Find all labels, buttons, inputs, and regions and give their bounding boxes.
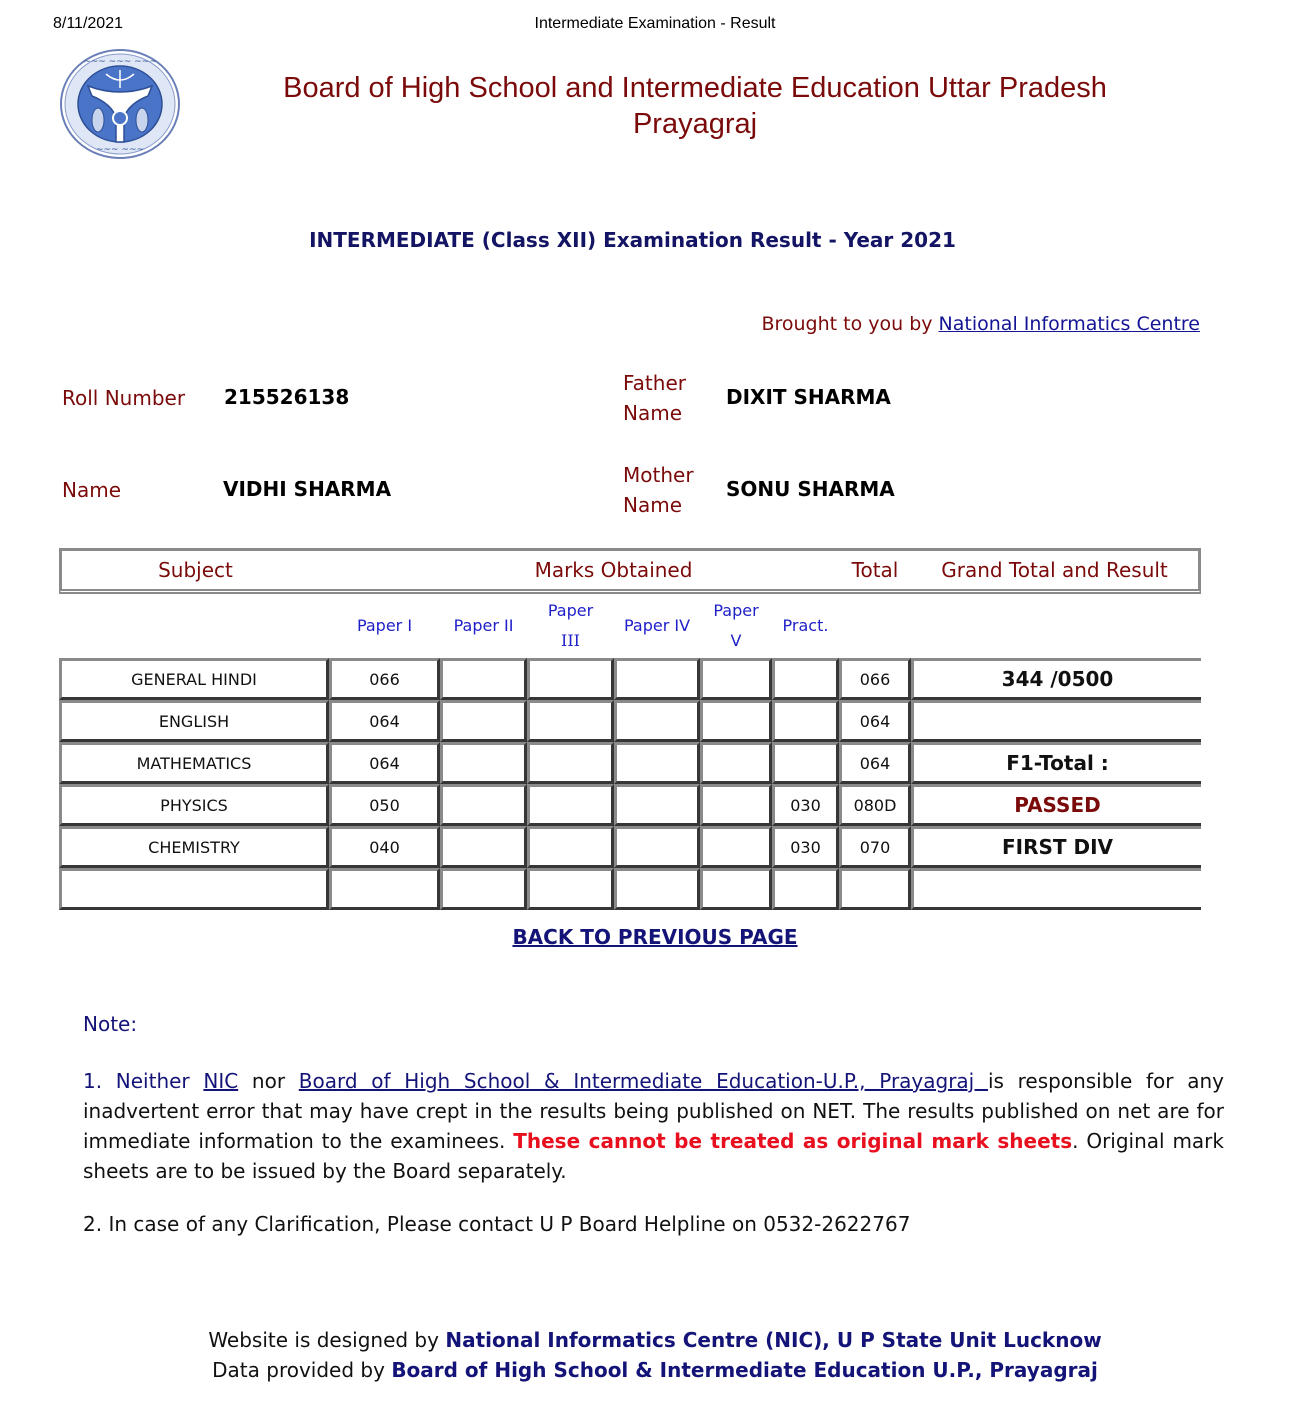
mother-name-value: SONU SHARMA: [726, 477, 895, 501]
warning-text: These cannot be treated as original mark sheets: [513, 1129, 1073, 1153]
note-2: 2. In case of any Clarification, Please contact U P Board Helpline on 0532-2622767: [83, 1212, 911, 1236]
p3-cell: [527, 868, 614, 910]
result-cell: 344 /0500: [911, 658, 1201, 700]
subject-cell: CHEMISTRY: [59, 826, 329, 868]
pract-cell: 030: [772, 784, 839, 826]
p2-cell: [440, 658, 527, 700]
p3-cell: [527, 826, 614, 868]
roll-number-value: 215526138: [224, 385, 350, 409]
print-date: 8/11/2021: [53, 15, 123, 32]
roll-number-label: Roll Number: [62, 386, 186, 410]
subject-cell: [59, 868, 329, 910]
p1-cell: 064: [329, 742, 440, 784]
mother-name-label: Mother Name: [623, 463, 694, 517]
p2-cell: [440, 868, 527, 910]
nic-note-link[interactable]: NIC: [203, 1069, 239, 1093]
p2-cell: [440, 742, 527, 784]
p1-cell: 066: [329, 658, 440, 700]
result-cell: [911, 700, 1201, 742]
subject-cell: MATHEMATICS: [59, 742, 329, 784]
sub-header-row: [59, 594, 1201, 658]
table-row: [59, 700, 1201, 742]
table-row: [59, 868, 1201, 910]
paper-3-header: Paper III: [547, 601, 594, 650]
p5-cell: [700, 742, 772, 784]
p4-cell: [614, 784, 700, 826]
p1-cell: 050: [329, 784, 440, 826]
p1-cell: [329, 868, 440, 910]
p1-cell: 064: [329, 700, 440, 742]
board-note-link[interactable]: Board of High School & Intermediate Education-U.P., Prayagraj: [298, 1069, 988, 1093]
brought-by: [761, 313, 1200, 335]
p5-cell: [700, 868, 772, 910]
p4-cell: [614, 868, 700, 910]
marks-table: [59, 548, 1201, 910]
pract-cell: [772, 658, 839, 700]
pract-cell: [772, 742, 839, 784]
father-name-label: Father Name: [623, 371, 686, 425]
paper-2-header: Paper II: [453, 616, 514, 635]
up-board-emblem-icon: [58, 48, 182, 160]
p5-cell: [700, 826, 772, 868]
p3-cell: [527, 658, 614, 700]
p1-cell: 040: [329, 826, 440, 868]
exam-title: INTERMEDIATE (Class XII) Examination Result - Year 2021: [309, 228, 956, 252]
total-cell: 064: [839, 700, 911, 742]
total-header: Total: [839, 548, 911, 594]
total-cell: 066: [839, 658, 911, 700]
subject-cell: ENGLISH: [59, 700, 329, 742]
p2-cell: [440, 784, 527, 826]
total-cell: 080D: [839, 784, 911, 826]
subject-cell: GENERAL HINDI: [59, 658, 329, 700]
board-title-line1: Board of High School and Intermediate Education Uttar Pradesh: [283, 72, 1107, 104]
p4-cell: [614, 826, 700, 868]
back-to-previous-page-link[interactable]: BACK TO PREVIOUS PAGE: [512, 925, 798, 949]
table-row: [59, 742, 1201, 784]
footer-line-1: Website is designed by National Informatics Centre (NIC), U P State Unit Lucknow: [208, 1328, 1102, 1352]
paper-4-header: Paper IV: [623, 616, 691, 635]
p4-cell: [614, 742, 700, 784]
total-cell: [839, 868, 911, 910]
footer-line-2: Data provided by Board of High School & Intermediate Education U.P., Prayagraj: [212, 1358, 1098, 1382]
board-title-line2: Prayagraj: [632, 108, 758, 140]
p4-cell: [614, 700, 700, 742]
brought-by-prefix: Brought to you by: [761, 313, 939, 335]
result-cell: PASSED: [911, 784, 1201, 826]
note-1: 1. Neither NIC nor Board of High School & Intermediate Education-U.P., Prayagraj is responsible for any inadvertent error that may have crept in the results being published on NET. The results published on net are for immediate information to the examinees. These cannot be treated as original mark sheets. Original mark sheets are to be issued by the Board separately.: [83, 1069, 1224, 1183]
grand-total-header: Grand Total and Result: [911, 548, 1201, 594]
p5-cell: [700, 784, 772, 826]
p5-cell: [700, 658, 772, 700]
father-name-value: DIXIT SHARMA: [726, 385, 891, 409]
pract-cell: 030: [772, 826, 839, 868]
print-page-title: Intermediate Examination - Result: [534, 15, 776, 32]
p2-cell: [440, 700, 527, 742]
name-label: Name: [62, 478, 122, 502]
table-row: [59, 658, 1201, 700]
note-heading: Note:: [83, 1012, 138, 1036]
marks-obtained-header: Marks Obtained: [329, 548, 839, 594]
subject-cell: PHYSICS: [59, 784, 329, 826]
svg-text:~~~ ~~~: ~~~ ~~~: [95, 145, 145, 155]
p4-cell: [614, 658, 700, 700]
name-value: VIDHI SHARMA: [223, 477, 392, 501]
total-cell: 064: [839, 742, 911, 784]
p3-cell: [527, 784, 614, 826]
p3-cell: [527, 700, 614, 742]
svg-text:~~~ ~~~ ~~~: ~~~ ~~~ ~~~: [83, 57, 157, 67]
p5-cell: [700, 700, 772, 742]
pract-cell: [772, 868, 839, 910]
pract-cell: [772, 700, 839, 742]
result-cell: [911, 868, 1201, 910]
header-row: [59, 548, 1201, 594]
subject-header: Subject: [59, 548, 329, 594]
result-cell: F1-Total :: [911, 742, 1201, 784]
board-title: [180, 70, 1210, 142]
practical-header: Pract.: [782, 616, 829, 635]
table-row: [59, 784, 1201, 826]
back-link-container: [0, 925, 1310, 949]
table-row: [59, 826, 1201, 868]
total-cell: 070: [839, 826, 911, 868]
paper-5-header: Paper V: [713, 601, 759, 650]
result-cell: FIRST DIV: [911, 826, 1201, 868]
p2-cell: [440, 826, 527, 868]
footer: [0, 1325, 1310, 1385]
paper-1-header: Paper I: [356, 616, 413, 635]
nic-link[interactable]: National Informatics Centre: [938, 313, 1200, 335]
p3-cell: [527, 742, 614, 784]
